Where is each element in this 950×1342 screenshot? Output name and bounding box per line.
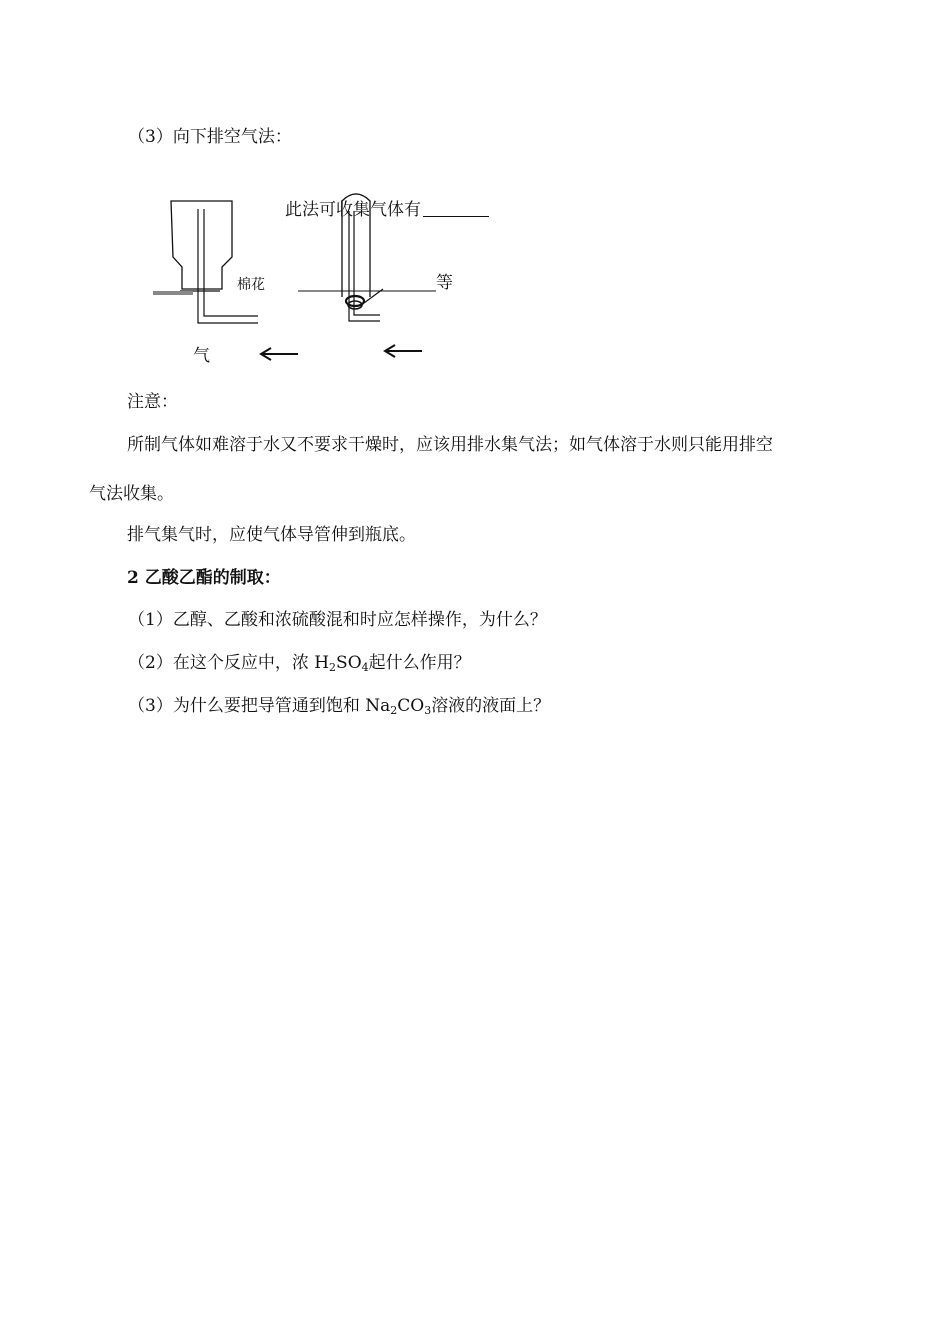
delivery-tube-left (198, 209, 258, 323)
collection-bottle (171, 201, 232, 289)
answer-blank[interactable] (423, 200, 489, 217)
question-2: （2）在这个反应中，浓 $H_2SO_4$起什么作用？ (128, 653, 471, 674)
notes-paragraph-1-line-2: 气法收集。 (89, 484, 174, 504)
gas-label: 气 (193, 346, 210, 366)
clamp-bar (153, 291, 193, 295)
question-3: （3）为什么要把导管通到饱和 $Na_2CO_3$溶液的液面上？ (128, 696, 551, 717)
cotton-label: 棉花 (237, 277, 265, 293)
notes-paragraph-1-line-1: 所制气体如难溶于水又不要求干燥时，应该用排水集气法；如气体溶于水则只能用排空 (127, 435, 773, 455)
collectible-gases-prompt: 此法可收集气体有 (285, 200, 489, 220)
downward-air-displacement-diagram (140, 185, 540, 380)
notes-paragraph-2: 排气集气时，应使气体导管伸到瓶底。 (127, 525, 416, 545)
section-2-title: 2 乙酸乙酯的制取： (127, 568, 281, 588)
gas-flow-arrow-left (261, 348, 298, 360)
question-1: （1）乙醇、乙酸和浓硫酸混和时应怎样操作，为什么？ (128, 610, 547, 630)
etc-text: 等 (436, 273, 453, 293)
gas-flow-arrow-right (385, 345, 422, 357)
section-heading: （3）向下排空气法： (128, 127, 292, 147)
notes-title: 注意： (127, 392, 178, 412)
